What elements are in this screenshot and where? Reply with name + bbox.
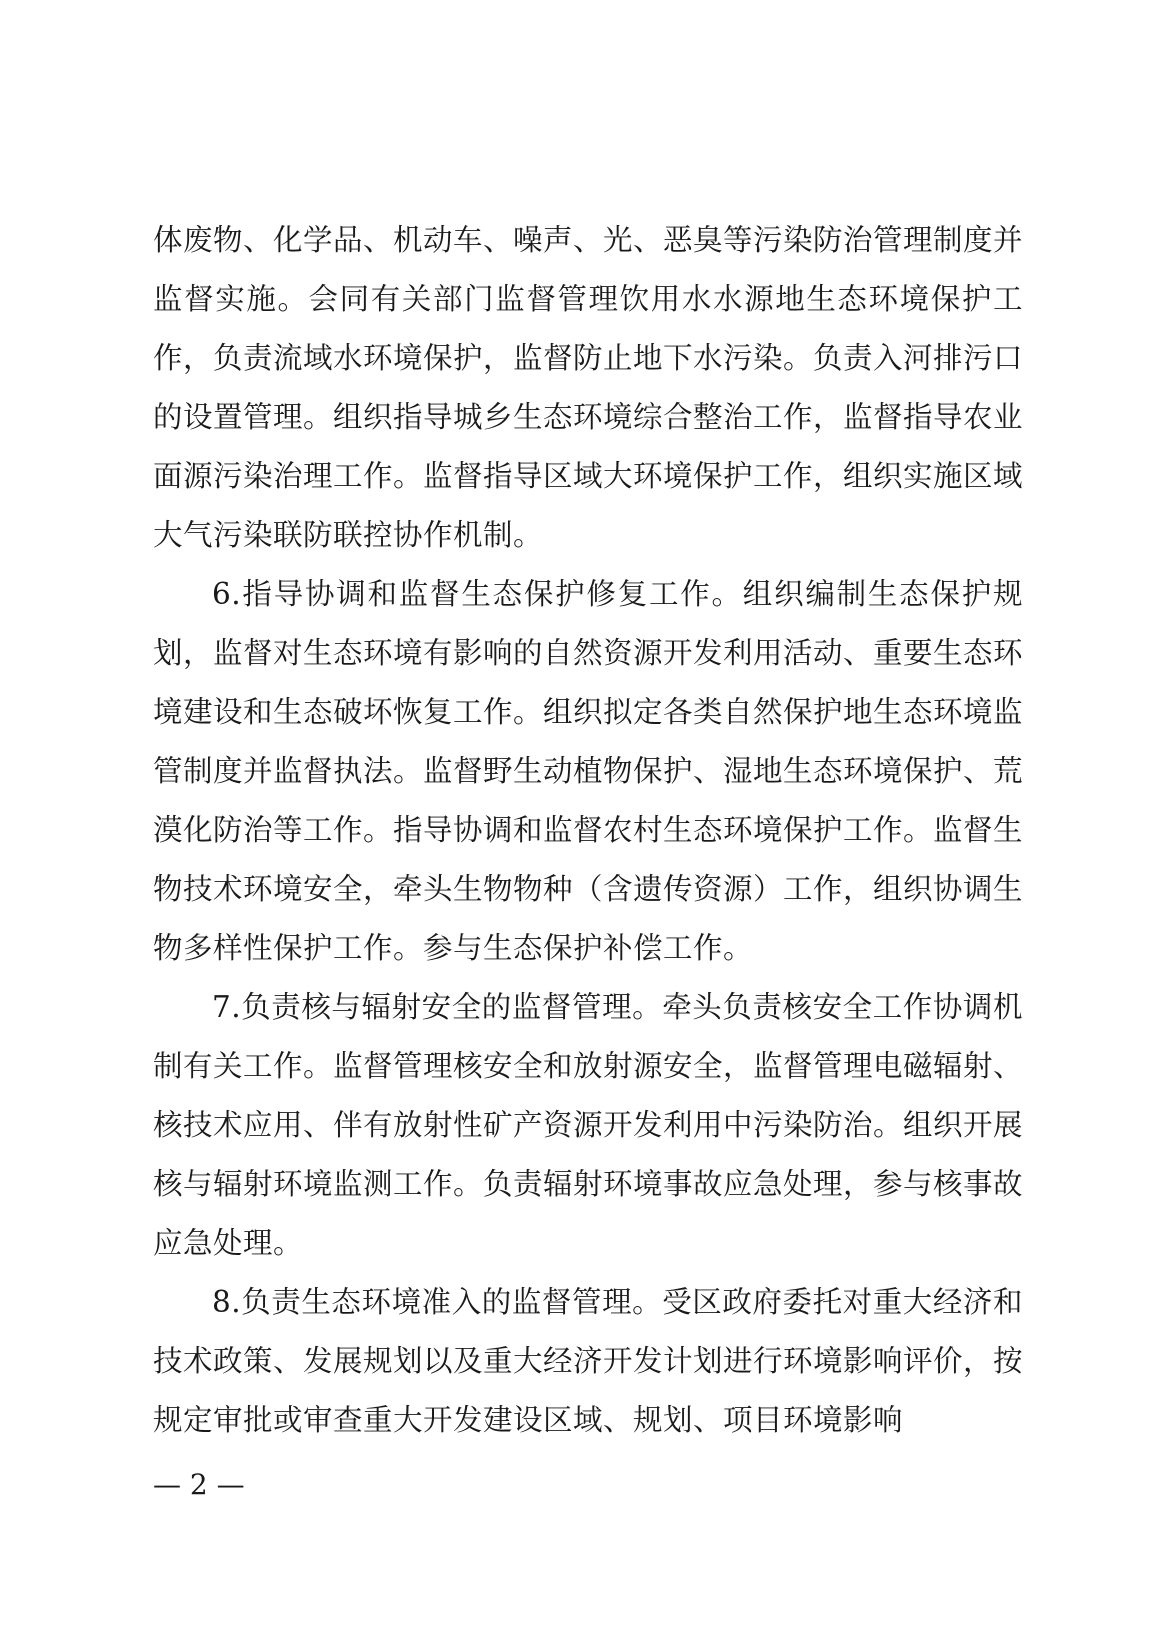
- paragraph-item-6: 6.指导协调和监督生态保护修复工作。组织编制生态保护规划，监督对生态环境有影响的自然资源开发利用活动、重要生态环境建设和生态破坏恢复工作。组织拟定各类自然保护地生态环境监管制度并监督执法。监督野生动植物保护、湿地生态环境保护、荒漠化防治等工作。指导协调和监督农村生态环境保护工作。监督生物技术环境安全，牵头生物物种（含遗传资源）工作，组织协调生物多样性保护工作。参与生态保护补偿工作。: [153, 577, 1024, 965]
- document-body: [153, 211, 1023, 1450]
- paragraph-continuation: 体废物、化学品、机动车、噪声、光、恶臭等污染防治管理制度并监督实施。会同有关部门监督管理饮用水水源地生态环境保护工作，负责流域水环境保护，监督防止地下水污染。负责入河排污口的设置管理。组织指导城乡生态环境综合整治工作，监督指导农业面源污染治理工作。监督指导区域大环境保护工作，组织实施区域大气污染联防联控协作机制。: [153, 223, 1024, 552]
- paragraph-item-8: 8.负责生态环境准入的监督管理。受区政府委托对重大经济和技术政策、发展规划以及重大经济开发计划进行环境影响评价，按规定审批或审查重大开发建设区域、规划、项目环境影响: [153, 1285, 1024, 1437]
- paragraph-item-7: 7.负责核与辐射安全的监督管理。牵头负责核安全工作协调机制有关工作。监督管理核安全和放射源安全，监督管理电磁辐射、核技术应用、伴有放射性矿产资源开发利用中污染防治。组织开展核与辐射环境监测工作。负责辐射环境事故应急处理，参与核事故应急处理。: [153, 990, 1024, 1260]
- page-number: — 2 —: [153, 1468, 245, 1501]
